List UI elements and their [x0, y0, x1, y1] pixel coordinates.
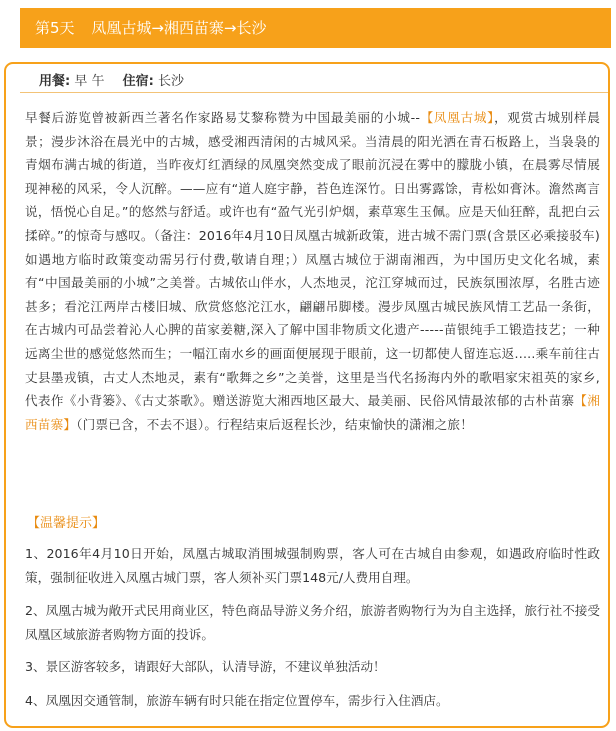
tip-item: 4、凤凰因交通管制，旅游车辆有时只能在指定位置停车，需步行入住酒店。 [25, 693, 449, 708]
info-divider [20, 92, 608, 93]
stay-value: 长沙 [157, 74, 184, 89]
description-part-3: （门票已含，不去不退）。行程结束后返程长沙，结束愉快的潇湘之旅！ [76, 416, 473, 432]
meals-value: 早 午 [74, 74, 105, 89]
tip-item: 1、2016年4月10日开始，凤凰古城取消围城强制购票，客人可在古城自由参观，如遇政府临时性政策，强制征收进入凤凰古城门票，客人须补买门票148元/人费用自理。 [25, 546, 600, 585]
day-route: 凤凰古城→湘西苗寨→长沙 [91, 19, 267, 37]
itinerary-panel [4, 62, 610, 728]
description-part-1: 早餐后游览曾被新西兰著名作家路易艾黎称赞为中国最美丽的小城-- [25, 110, 421, 125]
description-part-2: ，观赏古城别样晨景；漫步沐浴在晨光中的古城，感受湘西清闲的古城风采。当清晨的阳光洒在青石板路上，当袅袅的青烟布满古城的街道，当昨夜灯红酒绿的凤凰突然变成了眼前沉浸在雾中的朦胧小镇，在晨雾尽情展现神秘的风采，令人沉醉。——应有“道人庭宇静，苔色连深竹。日出雾露馀，青松如膏沐。澹然离言说，悟悦心自足。”的悠然与舒适。或许也有“盈气光引炉烟，素草寒生玉佩。应是天仙狂醉，乱把白云揉碎。”的惊奇与感叹。（备注：2016年4月10日凤凰古城新政策，进古城不需门票(含景区必乘接驳车)如遇地方临时政策变动需另行付费,敬请自理；）凤凰古城位于湖南湘西，为中国历史文化名城，素有“中国最美丽的小城”之美誉。古城依山伴水，人杰地灵，沱江穿城而过，民族氛围浓厚，名胜古迹甚多；看沱江两岸古楼旧城、欣赏悠悠沱江水，翩翩吊脚楼。漫步凤凰古城民族风情工艺品一条街，在古城内可品尝着沁人心脾的苗家姜糖,深入了解中国非物质文化遗产-----苗银纯手工锻造技艺；一种远离尘世的感觉悠然而生；一幅江南水乡的画面便展现于眼前，这一切都使人留连忘返.....乘车前往古丈县墨戎镇，古丈人杰地灵，素有“歌舞之乡”之美誉，这里是当代名扬海内外的歌唱家宋祖英的家乡,代表作《小背篓》、《古丈茶歌》。赠送游览大湘西地区最大、最美丽、民俗风情最浓郁的古朴苗寨 [25, 110, 601, 409]
meal-stay-info [39, 70, 184, 89]
tip-item: 2、凤凰古城为敞开式民用商业区，特色商品导游义务介绍，旅游者购物行为为自主选择，旅行社不接受凤凰区域旅游者购物方面的投诉。 [25, 603, 600, 642]
meals-label: 用餐: [39, 74, 71, 89]
highlight-miao-village: 【湘西苗寨】 [25, 393, 600, 432]
stay-label: 住宿: [122, 74, 154, 89]
itinerary-description [25, 106, 600, 436]
tip-item: 3、景区游客较多，请跟好大部队，认清导游，不建议单独活动！ [25, 659, 386, 674]
day-number: 第5天 [35, 19, 75, 37]
highlight-fenghuang: 【凤凰古城】 [420, 110, 495, 125]
tips-title: 【温馨提示】 [27, 516, 106, 531]
day-header [20, 8, 611, 48]
